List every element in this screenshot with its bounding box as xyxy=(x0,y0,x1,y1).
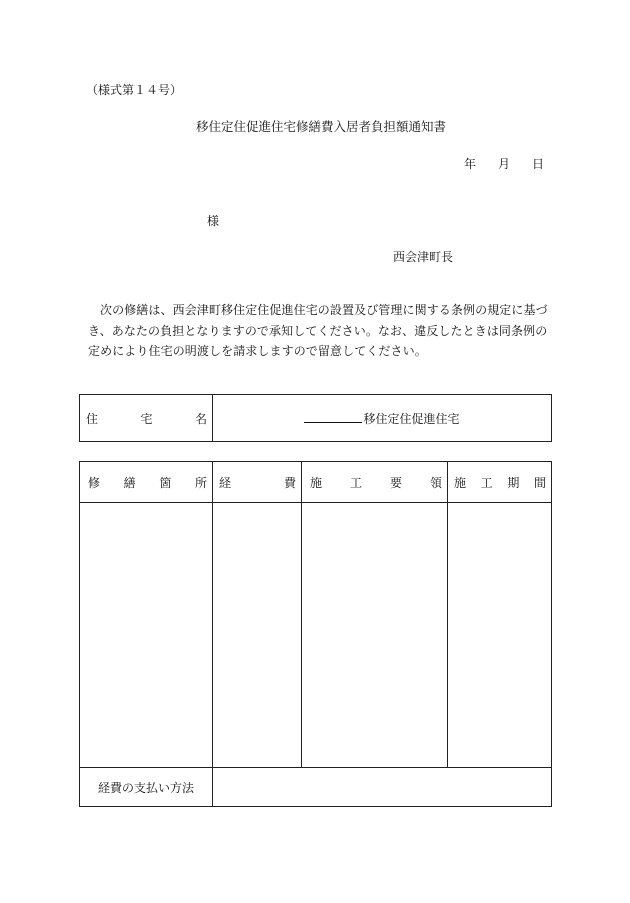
date-month-label: 月 xyxy=(498,157,511,171)
repair-details-table xyxy=(79,461,552,807)
housing-name-table xyxy=(79,394,552,442)
recipient-honorific: 様 xyxy=(207,214,220,228)
housing-name-field[interactable] xyxy=(213,395,552,442)
header-cost: 経 費 xyxy=(213,462,302,503)
housing-label-char: 名 xyxy=(194,411,207,426)
table-header-row xyxy=(80,462,552,503)
issuer-name: 西会津町長 xyxy=(393,250,454,264)
housing-label-char: 宅 xyxy=(140,411,153,426)
header-work-method: 施 工 要 領 xyxy=(302,462,448,503)
form-number: （様式第１４号） xyxy=(86,83,183,97)
date-day-label: 日 xyxy=(532,157,545,171)
housing-name-label xyxy=(80,395,213,442)
housing-name-suffix: 移住定住促進住宅 xyxy=(363,411,460,426)
notice-body-text: 次の修繕は、西会津町移住定住促進住宅の設置及び管理に関する条例の規定に基づき、あなたの負担となりますので承知してください。なお、違反したときは同条例の定めにより住宅の明渡しを請求しますので留意してください。 xyxy=(88,303,548,358)
cost-cell[interactable] xyxy=(213,503,302,768)
housing-label-char: 住 xyxy=(86,411,99,426)
payment-method-cell[interactable] xyxy=(213,768,552,807)
payment-method-label: 経費の支払い方法 xyxy=(80,768,213,807)
date-year-label: 年 xyxy=(464,157,477,171)
repair-location-cell[interactable] xyxy=(80,503,213,768)
header-work-period: 施 工 期 間 xyxy=(448,462,552,503)
work-period-cell[interactable] xyxy=(448,503,552,768)
table-row xyxy=(80,503,552,768)
housing-name-blank xyxy=(304,410,362,423)
payment-method-row xyxy=(80,768,552,807)
work-method-cell[interactable] xyxy=(302,503,448,768)
date-line xyxy=(464,155,544,172)
document-title: 移住定住促進住宅修繕費入居者負担額通知書 xyxy=(196,119,447,134)
header-repair-location: 修 繕 箇 所 xyxy=(80,462,213,503)
